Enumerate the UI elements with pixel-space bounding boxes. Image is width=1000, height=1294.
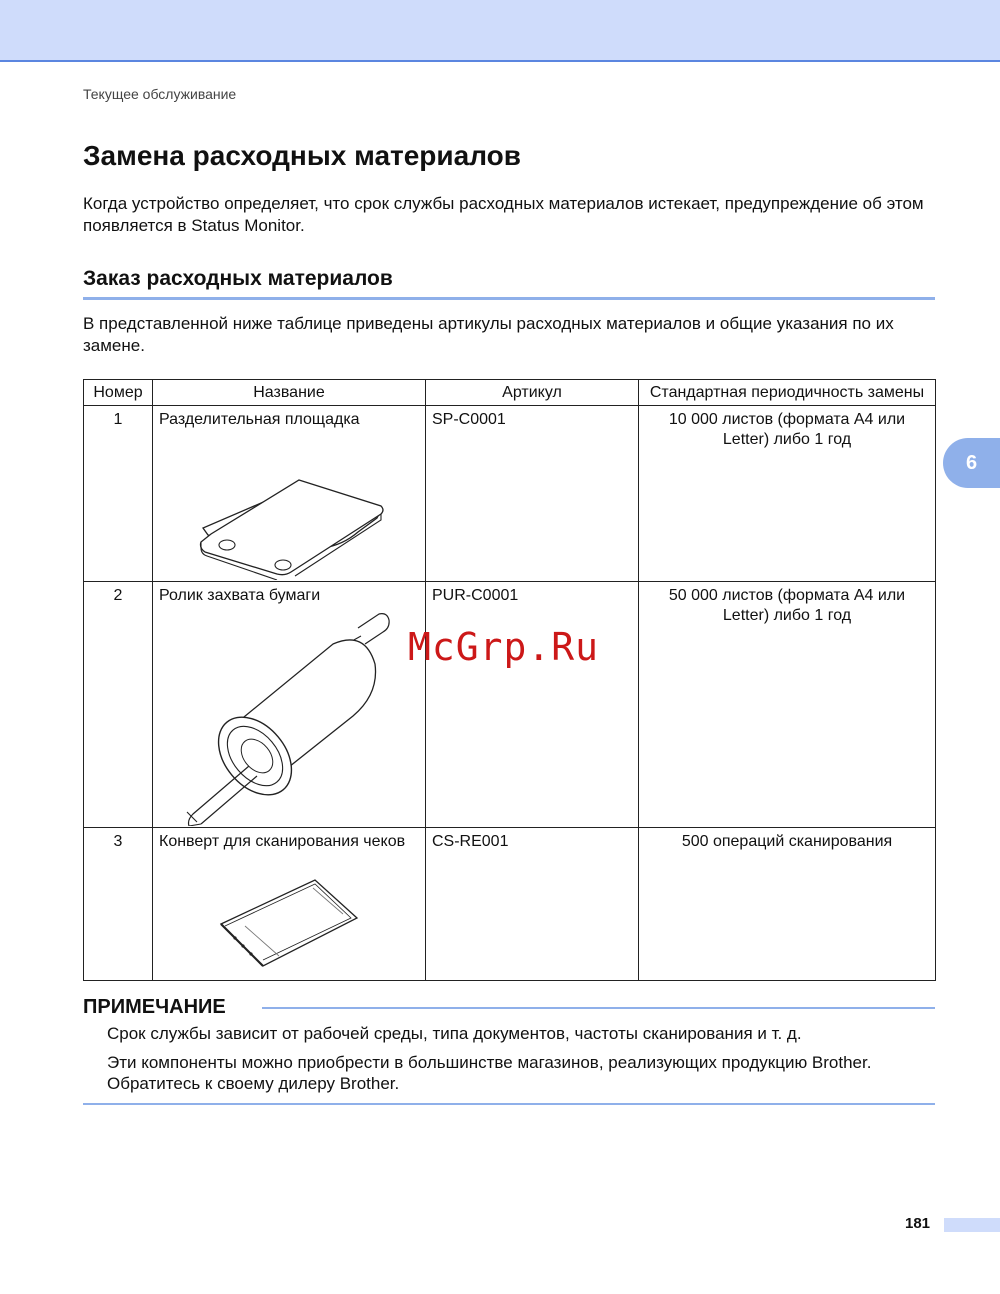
separation-pad-icon (153, 430, 425, 580)
note-paragraph-1: Срок службы зависит от рабочей среды, типа документов, частоты сканирования и т. д. (107, 1024, 802, 1043)
section-title: Заказ расходных материалов (83, 267, 393, 290)
note-rule-top (262, 1007, 935, 1009)
header-interval: Стандартная периодичность замены (639, 380, 936, 406)
row-name: Конверт для сканирования чеков (159, 833, 406, 850)
table-row (84, 582, 936, 828)
page-title: Замена расходных материалов (83, 140, 521, 171)
row-code: CS-RE001 (432, 833, 509, 850)
running-header: Текущее обслуживание (83, 86, 237, 102)
row-number: 3 (113, 833, 123, 850)
note-paragraph-2: Эти компоненты можно приобрести в большинстве магазинов, реализующих продукцию Brother. Обратитесь к своему дилеру Brother. (107, 1053, 872, 1093)
table-row (84, 828, 936, 981)
row-interval: 50 000 листов (формата A4 или Letter) либо 1 год (668, 587, 906, 624)
header-code: Артикул (426, 380, 639, 406)
row-name: Ролик захвата бумаги (159, 587, 321, 604)
header-number: Номер (84, 380, 153, 406)
row-code: SP-C0001 (432, 411, 506, 428)
chapter-tab: 6 (943, 438, 1000, 488)
row-number: 2 (113, 587, 123, 604)
page-number: 181 (905, 1215, 931, 1232)
intro-paragraph: Когда устройство определяет, что срок службы расходных материалов истекает, предупреждение об этом появляется в Status Monitor. (83, 194, 924, 235)
pick-up-roller-icon (153, 606, 425, 826)
row-number: 1 (113, 411, 123, 428)
receipt-carrier-sheet-icon (153, 852, 425, 980)
section-rule (83, 297, 935, 300)
parts-table (83, 379, 936, 981)
table-header-row (84, 380, 936, 406)
table-row (84, 406, 936, 582)
row-interval: 10 000 листов (формата A4 или Letter) либо 1 год (668, 411, 906, 448)
row-code: PUR-C0001 (432, 587, 519, 604)
top-band (0, 0, 1000, 62)
section-intro: В представленной ниже таблице приведены артикулы расходных материалов и общие указания по их замене. (83, 314, 894, 355)
row-interval: 500 операций сканирования (681, 833, 893, 850)
page-number-bar (944, 1218, 1000, 1232)
note-rule-bottom (83, 1103, 935, 1105)
header-name: Название (153, 380, 426, 406)
watermark: McGrp.Ru (408, 625, 600, 669)
note-title: ПРИМЕЧАНИЕ (83, 996, 226, 1018)
row-name: Разделительная площадка (159, 411, 360, 428)
